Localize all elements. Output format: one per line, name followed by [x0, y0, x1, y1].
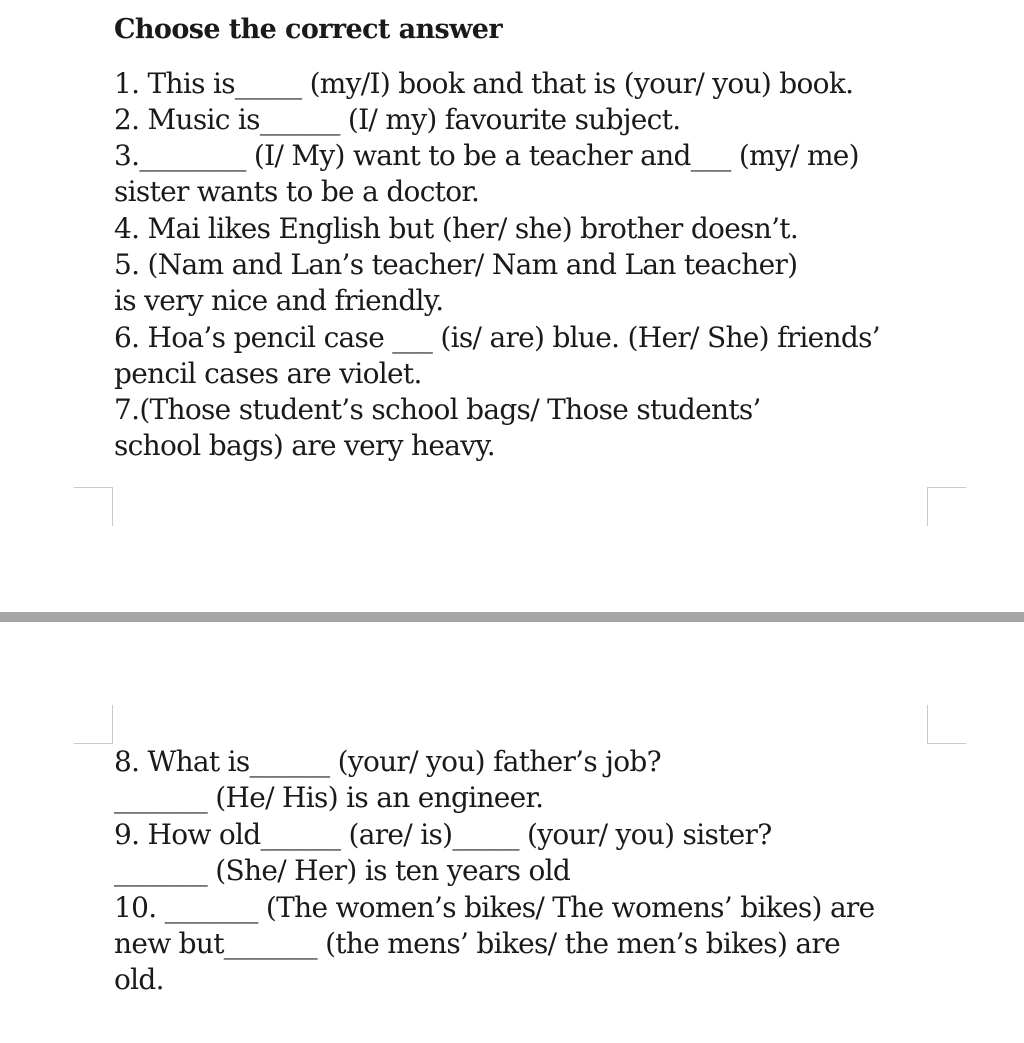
question-7-line: 7.(Those student’s school bags/ Those students’: [114, 393, 761, 426]
question-4-line: 4. Mai likes English but (her/ she) brother doesn’t.: [114, 212, 799, 245]
crop-mark-bottom-left: [74, 705, 113, 744]
question-7-continued: school bags) are very heavy.: [114, 429, 495, 462]
question-6-line: 6. Hoa’s pencil case ___ (is/ are) blue. (Her/ She) friends’: [114, 321, 880, 354]
question-10-end: old.: [114, 963, 164, 996]
question-5-line: 5. (Nam and Lan’s teacher/ Nam and Lan teacher): [114, 248, 798, 281]
crop-mark-bottom-right: [927, 705, 966, 744]
question-10-line: 10. _______ (The women’s bikes/ The womens’ bikes) are: [114, 891, 875, 924]
question-3-line: 3.________ (I/ My) want to be a teacher and___ (my/ me): [114, 139, 859, 172]
page-title: Choose the correct answer: [114, 14, 502, 45]
question-2-line: 2. Music is______ (I/ my) favourite subject.: [114, 103, 681, 136]
question-10-continued: new but_______ (the mens’ bikes/ the men’s bikes) are: [114, 927, 840, 960]
question-9-line: 9. How old______ (are/ is)_____ (your/ you) sister?: [114, 818, 772, 851]
question-5-continued: is very nice and friendly.: [114, 284, 444, 317]
question-6-continued: pencil cases are violet.: [114, 357, 422, 390]
question-3-continued: sister wants to be a doctor.: [114, 175, 480, 208]
question-1-line: 1. This is_____ (my/I) book and that is (your/ you) book.: [114, 67, 854, 100]
question-8-answer: _______ (He/ His) is an engineer.: [114, 781, 544, 814]
page-break-divider: [0, 612, 1024, 622]
crop-mark-top-right: [927, 487, 966, 526]
crop-mark-top-left: [74, 487, 113, 526]
question-9-answer: _______ (She/ Her) is ten years old: [114, 854, 571, 887]
question-8-line: 8. What is______ (your/ you) father’s job?: [114, 745, 661, 778]
